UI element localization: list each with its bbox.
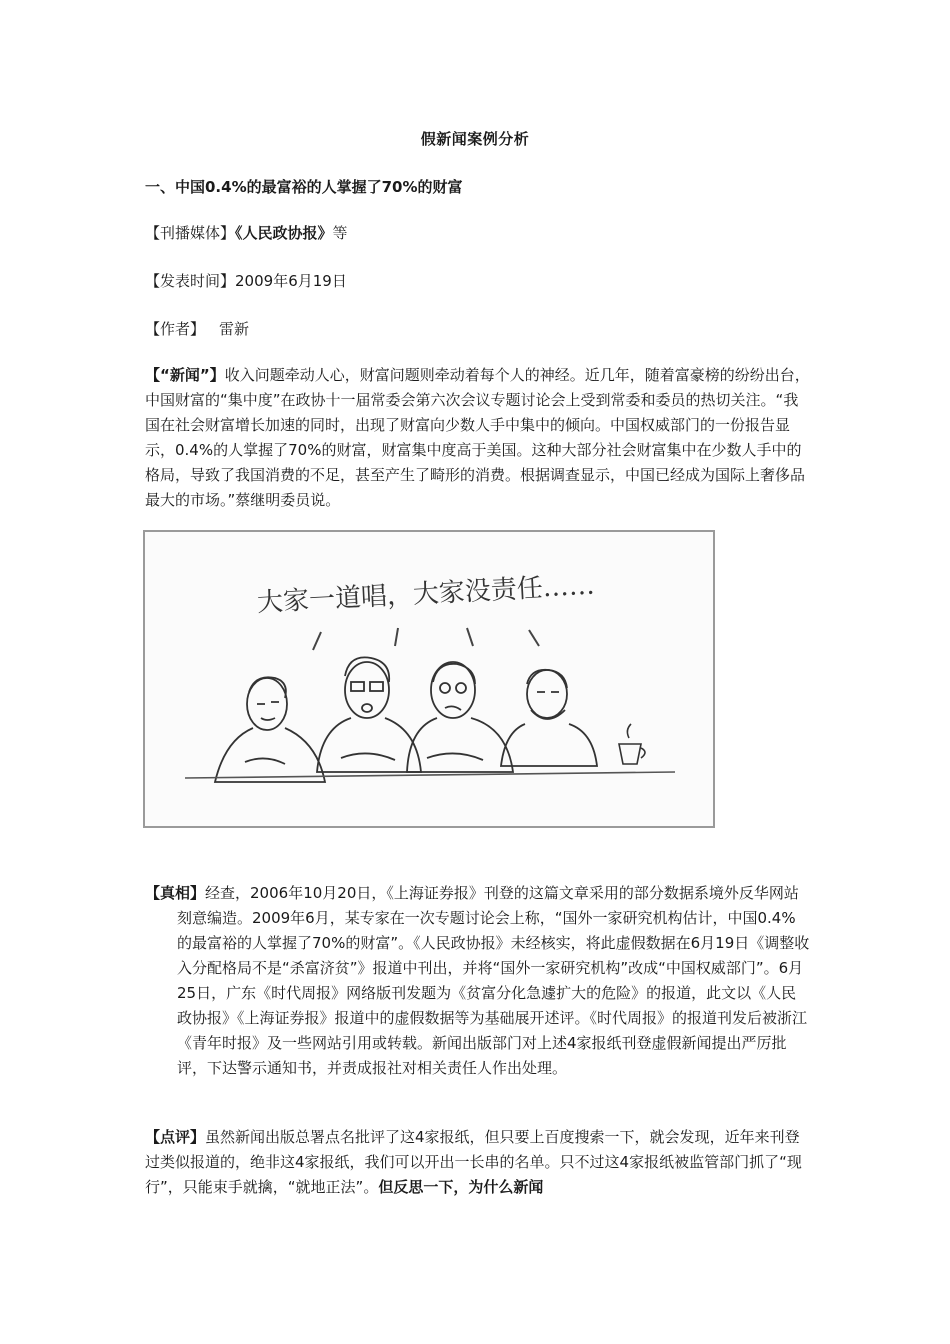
time-label: 【发表时间】 — [145, 272, 236, 290]
comment-text: 虽然新闻出版总署点名批评了这4家报纸，但只要上百度搜索一下，就会发现，近年来刊登过类似报道的，绝非这4家报纸，我们可以开出一长串的名单。只不过这4家报纸被监管部门抓了“现行”，只能束手就擒，“就地正法”。 — [145, 1128, 802, 1196]
figure-three — [407, 662, 513, 772]
figure-two — [317, 657, 421, 772]
media-value: 《人民政协报》 — [235, 224, 333, 242]
truth-text: 经查，2006年10月20日，《上海证券报》刊登的这篇文章采用的部分数据系境外反华网站刻意编造。2009年6月，某专家在一次专题讨论会上称，“国外一家研究机构估计，中国0.4%的最富裕的人掌握了70%的财富”。《人民政协报》未经核实，将此虚假数据在6月19日《调整收入分配格局不是“杀富济贫”》报道中刊出，并将“国外一家研究机构”改成“中国权威部门”。6月25日，广东《时代周报》网络版刊发题为《贫富分化急遽扩大的危险》的报道，此文以《人民政协报》《上海证券报》报道中的虚假数据等为基础展开述评。《时代周报》的报道刊发后被浙江《青年时报》及一些网站引用或转载。新闻出版部门对上述4家报纸刊登虚假新闻提出严厉批评，下达警示通知书，并责成报社对相关责任人作出处理。 — [177, 884, 810, 1077]
cartoon-illustration — [143, 530, 715, 828]
time-value: 2009年6月19日 — [235, 272, 347, 290]
document-title: 假新闻案例分析 — [420, 130, 530, 148]
figure-four — [501, 670, 597, 766]
comment-label: 【点评】 — [145, 1128, 206, 1146]
news-text: 收入问题牵动人心，财富问题则牵动着每个人的神经。近几年，随着富豪榜的纷纷出台，中国财富的“集中度”在政协十一届常委会第六次会议专题讨论会上受到常委和委员的热切关注。“我国在社会财富增长加速的同时，出现了财富向少数人手中集中的倾向。中国权威部门的一份报告显示，0.4%的人掌握了70%的财富，财富集中度高于美国。这种大部分社会财富集中在少数人手中的格局，导致了我国消费的不足，甚至产生了畸形的消费。根据调查显示，中国已经成为国际上奢侈品最大的市场。”蔡继明委员说。 — [145, 366, 810, 509]
media-label: 【刊播媒体】 — [145, 224, 236, 242]
author-line — [145, 318, 249, 339]
media-line — [145, 222, 348, 243]
cartoon-caption: 大家一道唱，大家没责任…… — [256, 570, 596, 619]
author-value: 雷新 — [219, 320, 250, 338]
truth-label: 【真相】 — [145, 884, 206, 902]
cartoon-drawing — [145, 532, 713, 826]
truth-paragraph — [145, 881, 810, 1081]
speech-marks — [313, 628, 539, 650]
comment-paragraph — [145, 1125, 810, 1200]
section-heading: 一、中国0.4%的最富裕的人掌握了70%的财富 — [145, 178, 463, 196]
media-suffix: 等 — [332, 224, 348, 242]
author-label: 【作者】 — [145, 320, 206, 338]
cup-icon — [619, 724, 645, 764]
figure-one — [215, 677, 325, 782]
comment-bold-text: 但反思一下，为什么新闻 — [378, 1178, 544, 1196]
time-line — [145, 270, 347, 291]
news-paragraph — [145, 363, 810, 513]
news-label: 【“新闻”】 — [145, 366, 225, 384]
table-edge — [185, 772, 675, 778]
